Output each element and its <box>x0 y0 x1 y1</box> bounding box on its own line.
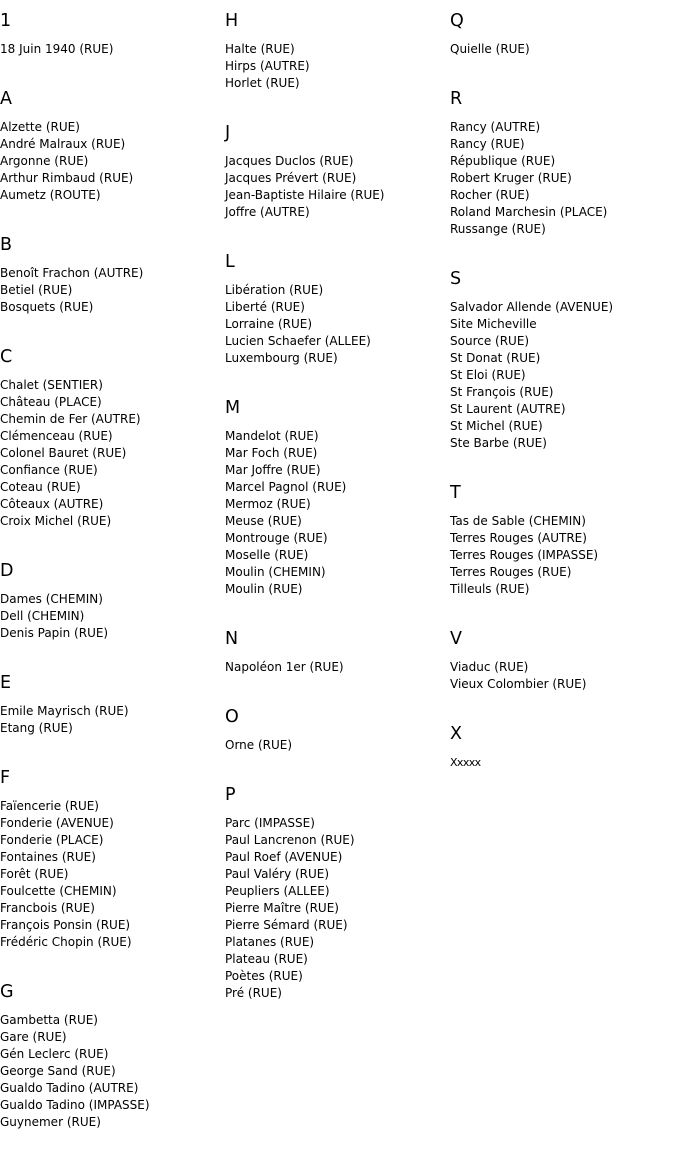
street-link[interactable]: Napoléon 1er (RUE) <box>225 660 344 674</box>
street-link[interactable]: St Michel (RUE) <box>450 419 543 433</box>
letter-heading: X <box>450 724 462 744</box>
street-list <box>450 290 672 472</box>
street-link[interactable]: République (RUE) <box>450 154 556 168</box>
letter-group <box>225 628 447 696</box>
street-link[interactable]: Aumetz (ROUTE) <box>0 188 101 202</box>
letter-group <box>0 560 222 662</box>
letter-heading: O <box>225 707 239 727</box>
street-link[interactable]: Halte (RUE) <box>225 42 295 56</box>
street-list <box>0 256 222 336</box>
street-link[interactable]: Coteau (RUE) <box>0 480 81 494</box>
street-link[interactable]: Jacques Prévert (RUE) <box>225 171 357 185</box>
street-list <box>225 273 447 387</box>
letter-group <box>450 628 672 713</box>
street-list <box>225 650 447 696</box>
street-list <box>225 728 447 774</box>
street-link[interactable]: Montrouge (RUE) <box>225 531 328 545</box>
street-link[interactable]: Confiance (RUE) <box>0 463 98 477</box>
street-link[interactable]: Source (RUE) <box>450 334 530 348</box>
street-list <box>450 745 672 791</box>
street-link[interactable]: Clémenceau (RUE) <box>0 429 113 443</box>
street-list <box>0 789 222 971</box>
street-link[interactable]: Roland Marchesin (PLACE) <box>450 205 608 219</box>
street-link[interactable]: Jacques Duclos (RUE) <box>225 154 354 168</box>
street-link[interactable]: Libération (RUE) <box>225 283 324 297</box>
letter-group <box>0 88 222 224</box>
street-link[interactable]: Xxxxx <box>450 756 481 769</box>
letter-heading: B <box>0 235 13 255</box>
letter-heading: P <box>225 785 236 805</box>
letter-group <box>450 10 672 78</box>
street-list <box>225 419 447 618</box>
letter-heading: J <box>225 123 231 143</box>
letter-heading: S <box>450 269 462 289</box>
letter-heading: Q <box>450 11 464 31</box>
street-link[interactable]: Moulin (RUE) <box>225 582 303 596</box>
letter-heading: N <box>225 629 239 649</box>
street-link[interactable]: Forêt (RUE) <box>0 867 69 881</box>
street-link[interactable]: Château (PLACE) <box>0 395 102 409</box>
letter-group <box>450 88 672 258</box>
street-link[interactable]: Rancy (RUE) <box>450 137 525 151</box>
street-link[interactable]: 18 Juin 1940 (RUE) <box>0 42 114 56</box>
street-list <box>0 694 222 757</box>
street-link[interactable]: Rocher (RUE) <box>450 188 530 202</box>
street-link[interactable]: Moselle (RUE) <box>225 548 309 562</box>
street-link[interactable]: Hirps (AUTRE) <box>225 59 310 73</box>
street-list <box>0 582 222 662</box>
letter-heading: E <box>0 673 12 693</box>
street-link[interactable]: Horlet (RUE) <box>225 76 300 90</box>
street-link[interactable]: Betiel (RUE) <box>0 283 73 297</box>
letter-group <box>225 706 447 774</box>
street-link[interactable]: St François (RUE) <box>450 385 554 399</box>
letter-heading: C <box>0 347 13 367</box>
street-link[interactable]: Parc (IMPASSE) <box>225 816 315 830</box>
street-link[interactable]: Tilleuls (RUE) <box>450 582 530 596</box>
letter-group <box>0 346 222 550</box>
street-link[interactable]: Salvador Allende (AVENUE) <box>450 300 614 314</box>
street-list <box>0 1003 222 1151</box>
letter-heading: A <box>0 89 12 109</box>
street-list <box>0 110 222 224</box>
street-link[interactable]: Argonne (RUE) <box>0 154 89 168</box>
street-link[interactable]: Arthur Rimbaud (RUE) <box>0 171 134 185</box>
street-link[interactable]: Liberté (RUE) <box>225 300 305 314</box>
street-link[interactable]: Chalet (SENTIER) <box>0 378 103 392</box>
street-link[interactable]: Gambetta (RUE) <box>0 1013 98 1027</box>
street-link[interactable]: Gualdo Tadino (AUTRE) <box>0 1081 139 1095</box>
street-list <box>0 32 222 78</box>
letter-heading: D <box>0 561 14 581</box>
street-list <box>225 806 447 1022</box>
street-link[interactable]: Tas de Sable (CHEMIN) <box>450 514 586 528</box>
street-link[interactable]: Bosquets (RUE) <box>0 300 94 314</box>
street-link[interactable]: Ste Barbe (RUE) <box>450 436 547 450</box>
street-link[interactable]: Dames (CHEMIN) <box>0 592 103 606</box>
street-link[interactable]: François Ponsin (RUE) <box>0 918 131 932</box>
street-link[interactable]: Gare (RUE) <box>0 1030 67 1044</box>
street-link[interactable]: Platanes (RUE) <box>225 935 315 949</box>
street-link[interactable]: Mar Foch (RUE) <box>225 446 318 460</box>
street-link[interactable]: Francbois (RUE) <box>0 901 95 915</box>
letter-group <box>450 268 672 472</box>
street-link[interactable]: Fonderie (AVENUE) <box>0 816 114 830</box>
street-link[interactable]: Quielle (RUE) <box>450 42 530 56</box>
street-link[interactable]: Foulcette (CHEMIN) <box>0 884 117 898</box>
letter-group <box>0 672 222 757</box>
street-list <box>450 650 672 713</box>
street-link[interactable]: Rancy (AUTRE) <box>450 120 541 134</box>
street-link[interactable]: Poètes (RUE) <box>225 969 303 983</box>
letter-heading: T <box>450 483 461 503</box>
letter-group <box>450 723 672 791</box>
street-link[interactable]: Alzette (RUE) <box>0 120 80 134</box>
street-link[interactable]: Guynemer (RUE) <box>0 1115 101 1129</box>
street-link[interactable]: Paul Roef (AVENUE) <box>225 850 343 864</box>
street-link[interactable]: Terres Rouges (IMPASSE) <box>450 548 599 562</box>
letter-group <box>0 10 222 78</box>
street-list <box>225 144 447 241</box>
street-link[interactable]: Dell (CHEMIN) <box>0 609 85 623</box>
letter-group <box>0 234 222 336</box>
street-link[interactable]: St Donat (RUE) <box>450 351 541 365</box>
street-link[interactable]: Vieux Colombier (RUE) <box>450 677 587 691</box>
street-link[interactable]: Gualdo Tadino (IMPASSE) <box>0 1098 150 1112</box>
street-link[interactable]: Frédéric Chopin (RUE) <box>0 935 132 949</box>
street-link[interactable]: Mar Joffre (RUE) <box>225 463 321 477</box>
street-link[interactable]: Terres Rouges (AUTRE) <box>450 531 587 545</box>
street-list <box>450 110 672 258</box>
street-link[interactable]: Joffre (AUTRE) <box>225 205 310 219</box>
street-link[interactable]: Côteaux (AUTRE) <box>0 497 104 511</box>
letter-heading: G <box>0 982 14 1002</box>
street-link[interactable]: Pré (RUE) <box>225 986 282 1000</box>
letter-heading: R <box>450 89 463 109</box>
street-link[interactable]: Chemin de Fer (AUTRE) <box>0 412 141 426</box>
street-link[interactable]: Meuse (RUE) <box>225 514 302 528</box>
letter-heading: F <box>0 768 11 788</box>
street-link[interactable]: Paul Lancrenon (RUE) <box>225 833 355 847</box>
letter-group <box>450 482 672 618</box>
letter-group <box>0 981 222 1151</box>
letter-group <box>225 251 447 387</box>
street-link[interactable]: Jean-Baptiste Hilaire (RUE) <box>225 188 385 202</box>
street-link[interactable]: Robert Kruger (RUE) <box>450 171 572 185</box>
column-1 <box>0 0 222 1151</box>
street-list <box>450 32 672 78</box>
street-link[interactable]: Russange (RUE) <box>450 222 546 236</box>
column-3 <box>450 0 672 791</box>
letter-group <box>225 10 447 112</box>
street-link[interactable]: Colonel Bauret (RUE) <box>0 446 127 460</box>
letter-group <box>0 767 222 971</box>
street-link[interactable]: St Laurent (AUTRE) <box>450 402 566 416</box>
street-link[interactable]: Peupliers (ALLEE) <box>225 884 330 898</box>
column-2 <box>225 0 447 1022</box>
street-link[interactable]: Site Micheville <box>450 317 537 331</box>
street-link[interactable]: Mandelot (RUE) <box>225 429 319 443</box>
letter-group <box>225 397 447 618</box>
street-link[interactable]: George Sand (RUE) <box>0 1064 116 1078</box>
street-link[interactable]: Denis Papin (RUE) <box>0 626 109 640</box>
street-link[interactable]: Moulin (CHEMIN) <box>225 565 326 579</box>
street-link[interactable]: Fonderie (PLACE) <box>0 833 104 847</box>
street-link[interactable]: Pierre Sémard (RUE) <box>225 918 348 932</box>
street-link[interactable]: Orne (RUE) <box>225 738 293 752</box>
street-link[interactable]: Viaduc (RUE) <box>450 660 529 674</box>
street-list <box>450 504 672 618</box>
letter-group <box>225 122 447 241</box>
street-list <box>0 368 222 550</box>
street-link[interactable]: Gén Leclerc (RUE) <box>0 1047 109 1061</box>
letter-group <box>225 784 447 1022</box>
street-link[interactable]: Lucien Schaefer (ALLEE) <box>225 334 371 348</box>
street-link[interactable]: Terres Rouges (RUE) <box>450 565 572 579</box>
street-link[interactable]: Plateau (RUE) <box>225 952 308 966</box>
street-link[interactable]: Luxembourg (RUE) <box>225 351 338 365</box>
street-link[interactable]: St Eloi (RUE) <box>450 368 526 382</box>
letter-heading: V <box>450 629 462 649</box>
street-link[interactable]: Pierre Maître (RUE) <box>225 901 339 915</box>
street-link[interactable]: Paul Valéry (RUE) <box>225 867 330 881</box>
street-link[interactable]: Croix Michel (RUE) <box>0 514 112 528</box>
street-link[interactable]: Lorraine (RUE) <box>225 317 313 331</box>
street-link[interactable]: Etang (RUE) <box>0 721 73 735</box>
street-link[interactable]: Emile Mayrisch (RUE) <box>0 704 129 718</box>
letter-heading: H <box>225 11 239 31</box>
street-link[interactable]: André Malraux (RUE) <box>0 137 126 151</box>
street-link[interactable]: Mermoz (RUE) <box>225 497 311 511</box>
street-link[interactable]: Fontaines (RUE) <box>0 850 96 864</box>
street-link[interactable]: Marcel Pagnol (RUE) <box>225 480 347 494</box>
street-link[interactable]: Faïencerie (RUE) <box>0 799 99 813</box>
letter-heading: M <box>225 398 241 418</box>
letter-heading: 1 <box>0 11 12 31</box>
street-list <box>225 32 447 112</box>
street-link[interactable]: Benoît Frachon (AUTRE) <box>0 266 144 280</box>
letter-heading: L <box>225 252 235 272</box>
